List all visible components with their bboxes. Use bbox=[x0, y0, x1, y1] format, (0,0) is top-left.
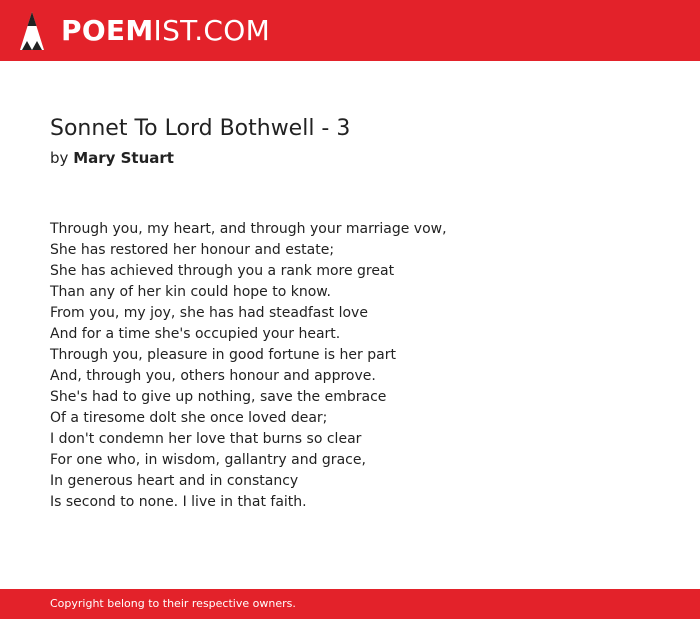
poem-line: And for a time she's occupied your heart. bbox=[50, 326, 341, 342]
poem-line: Through you, pleasure in good fortune is her part bbox=[50, 347, 396, 363]
poem-line: Of a tiresome dolt she once loved dear; bbox=[50, 410, 328, 426]
poem-line: She has restored her honour and estate; bbox=[50, 242, 335, 258]
poem-title: Sonnet To Lord Bothwell - 3 bbox=[50, 116, 351, 141]
site-header bbox=[0, 0, 700, 61]
poem-line: For one who, in wisdom, gallantry and grace, bbox=[50, 452, 366, 468]
poem-byline bbox=[50, 149, 174, 167]
site-logo-text bbox=[61, 8, 270, 54]
poem-line: In generous heart and in constancy bbox=[50, 473, 299, 489]
poem-line: Than any of her kin could hope to know. bbox=[50, 284, 331, 300]
poem-line: Through you, my heart, and through your marriage vow, bbox=[50, 221, 447, 237]
copyright-text: Copyright belong to their respective owners. bbox=[50, 597, 296, 610]
pencil-tip-icon bbox=[17, 10, 47, 52]
poem-line: I don't condemn her love that burns so clear bbox=[50, 431, 362, 447]
poem-line: And, through you, others honour and approve. bbox=[50, 368, 376, 384]
site-footer bbox=[0, 589, 700, 619]
logo-text-bold: POEM bbox=[61, 14, 154, 47]
byline-prefix: by bbox=[50, 149, 69, 167]
logo-text-light: IST.COM bbox=[153, 14, 271, 47]
poem-line: She has achieved through you a rank more great bbox=[50, 263, 395, 279]
poem-line: From you, my joy, she has had steadfast love bbox=[50, 305, 368, 321]
poem-line: Is second to none. I live in that faith. bbox=[50, 494, 307, 510]
site-logo-link[interactable] bbox=[17, 8, 270, 54]
poem-line: She's had to give up nothing, save the embrace bbox=[50, 389, 387, 405]
poem-body bbox=[50, 219, 447, 513]
poem-author: Mary Stuart bbox=[73, 149, 174, 167]
